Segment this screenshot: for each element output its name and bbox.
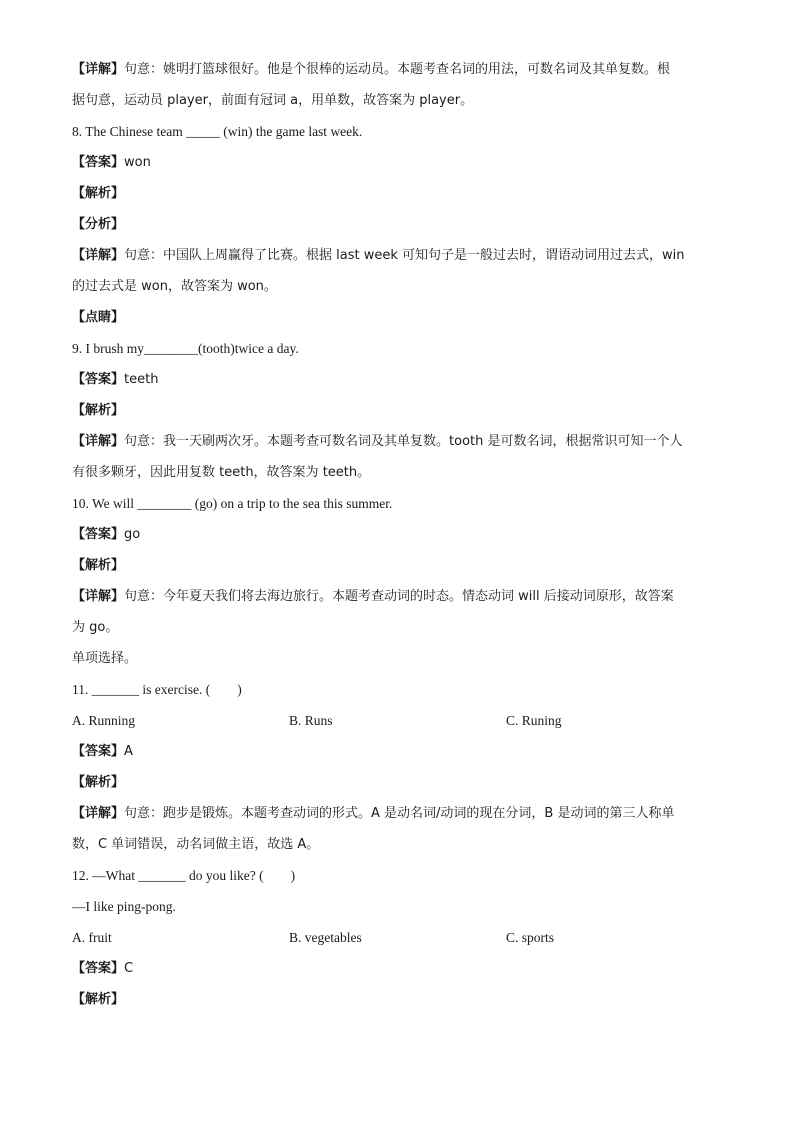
- explanation-text: 单项选择。: [72, 651, 138, 666]
- text-line: [72, 155, 151, 171]
- explanation-text: 数，C 单词错误，动名词做主语，故选 A。: [72, 837, 320, 852]
- text-line: [72, 961, 133, 977]
- section-tag: 【详解】: [72, 806, 125, 821]
- explanation-text: 句意：我一天刷两次牙。本题考查可数名词及其单复数。tooth 是可数名词，根据常识可知一个人: [124, 434, 683, 449]
- section-tag: 【解析】: [72, 186, 125, 201]
- text-line: [72, 868, 295, 885]
- text-line: [72, 496, 392, 513]
- explanation-text: C: [124, 961, 134, 976]
- section-tag: 【分析】: [72, 217, 125, 232]
- choice-option: A. Running: [72, 713, 136, 728]
- section-tag: 【详解】: [72, 62, 125, 77]
- question-text: 10. We will ________ (go) on a trip to the sea this summer.: [72, 496, 393, 511]
- text-line: [72, 527, 140, 543]
- text-line: [72, 310, 124, 326]
- choice-option: A. fruit: [72, 930, 112, 945]
- text-line: [72, 217, 124, 233]
- text-line: [72, 124, 362, 141]
- section-tag: 【点睛】: [72, 310, 125, 325]
- section-tag: 【解析】: [72, 992, 125, 1007]
- text-line: [72, 62, 670, 78]
- text-line: [72, 93, 473, 109]
- text-line: [72, 806, 674, 822]
- explanation-text: 句意：中国队上周赢得了比赛。根据 last week 可知句子是一般过去时，谓语动词用过去式，win: [124, 248, 685, 263]
- text-line: [72, 279, 277, 295]
- text-line: [72, 992, 124, 1008]
- section-tag: 【解析】: [72, 775, 125, 790]
- text-line: [72, 186, 124, 202]
- section-tag: 【答案】: [72, 527, 125, 542]
- text-line: [72, 341, 299, 358]
- section-tag: 【详解】: [72, 434, 125, 449]
- explanation-text: 据句意，运动员 player，前面有冠词 a，用单数，故答案为 player。: [72, 93, 474, 108]
- text-line: [72, 837, 319, 853]
- choice-option: C. Runing: [506, 713, 562, 728]
- section-tag: 【解析】: [72, 403, 125, 418]
- explanation-text: won: [124, 155, 151, 170]
- explanation-text: 句意：今年夏天我们将去海边旅行。本题考查动词的时态。情态动词 will 后接动词原形，故答案: [124, 589, 674, 604]
- section-tag: 【答案】: [72, 961, 125, 976]
- text-line: [72, 434, 683, 450]
- section-tag: 【答案】: [72, 744, 125, 759]
- choice-option: C. sports: [506, 930, 555, 945]
- section-tag: 【答案】: [72, 155, 125, 170]
- section-tag: 【答案】: [72, 372, 125, 387]
- text-line: [72, 744, 133, 760]
- text-line: [72, 775, 124, 791]
- text-line: [72, 465, 370, 481]
- text-line: [72, 682, 242, 699]
- text-line: [72, 589, 674, 605]
- text-line: [72, 620, 118, 636]
- explanation-text: A: [124, 744, 133, 759]
- question-text: 12. —What _______ do you like? ( ): [72, 868, 296, 883]
- explanation-text: 有很多颗牙，因此用复数 teeth，故答案为 teeth。: [72, 465, 371, 480]
- choice-option: B. vegetables: [289, 930, 362, 945]
- question-text: 9. I brush my________(tooth)twice a day.: [72, 341, 299, 356]
- question-text: 8. The Chinese team _____ (win) the game last week.: [72, 124, 363, 139]
- section-tag: 【详解】: [72, 248, 125, 263]
- explanation-text: 句意：姚明打篮球很好。他是个很棒的运动员。本题考查名词的用法，可数名词及其单复数。根: [124, 62, 671, 77]
- text-line: [72, 558, 124, 574]
- text-line: [72, 372, 158, 388]
- section-tag: 【解析】: [72, 558, 125, 573]
- text-line: [72, 651, 137, 667]
- explanation-text: teeth: [124, 372, 159, 387]
- text-line: [72, 403, 124, 419]
- explanation-text: 句意：跑步是锻炼。本题考查动词的形式。A 是动名词/动词的现在分词，B 是动词的第三人称单: [124, 806, 675, 821]
- text-line: [72, 248, 685, 264]
- question-text: —I like ping-pong.: [72, 899, 176, 914]
- question-text: 11. _______ is exercise. ( ): [72, 682, 242, 697]
- text-line: [72, 899, 176, 916]
- explanation-text: 为 go。: [72, 620, 119, 635]
- explanation-text: go: [124, 527, 141, 542]
- section-tag: 【详解】: [72, 589, 125, 604]
- choice-option: B. Runs: [289, 713, 333, 728]
- explanation-text: 的过去式是 won，故答案为 won。: [72, 279, 277, 294]
